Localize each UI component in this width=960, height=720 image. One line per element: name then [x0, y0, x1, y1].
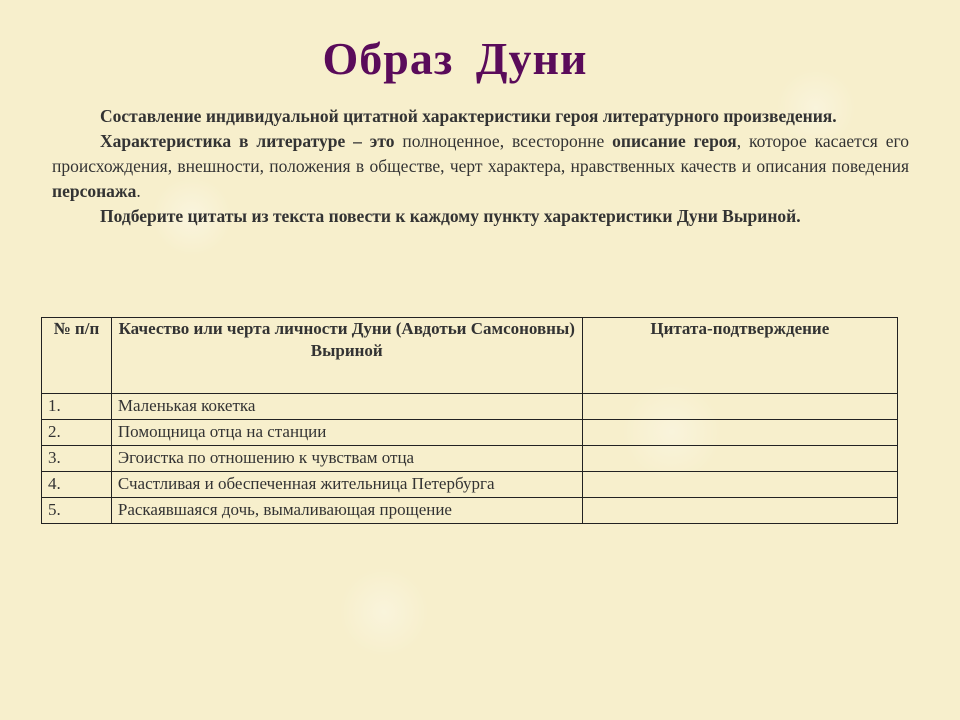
row-quote-cell[interactable]: [582, 472, 897, 498]
row-num: 3.: [42, 446, 112, 472]
term-hero-description: описание героя: [612, 131, 737, 151]
header-quote: Цитата-подтверждение: [582, 318, 897, 394]
table-row: [42, 446, 898, 472]
table-row: [42, 420, 898, 446]
paragraph-assignment: Подберите цитаты из текста повести к каждому пункту характеристики Дуни Выриной.: [100, 206, 801, 226]
characteristics-table: [41, 317, 898, 524]
row-num: 4.: [42, 472, 112, 498]
instructions-text: [52, 104, 909, 229]
row-quote-cell[interactable]: [582, 498, 897, 524]
row-quality: Счастливая и обеспеченная жительница Петербурга: [111, 472, 582, 498]
row-quality: Раскаявшаяся дочь, вымаливающая прощение: [111, 498, 582, 524]
row-quote-cell[interactable]: [582, 420, 897, 446]
table-header-row: [42, 318, 898, 394]
header-num: № п/п: [42, 318, 112, 394]
term-character: персонажа: [52, 181, 137, 201]
row-quality: Маленькая кокетка: [111, 394, 582, 420]
paragraph-task: Составление индивидуальной цитатной характеристики героя литературного произведения.: [100, 106, 837, 126]
row-quote-cell[interactable]: [582, 446, 897, 472]
slide-title: Образ Дуни: [322, 33, 588, 84]
term-dash: – это: [345, 131, 395, 151]
row-quote-cell[interactable]: [582, 394, 897, 420]
row-num: 5.: [42, 498, 112, 524]
definition-part-1: полноценное, всесторонне: [394, 131, 613, 151]
term-characteristic: Характеристика в литературе: [100, 131, 346, 151]
table-row: [42, 498, 898, 524]
row-quality: Эгоистка по отношению к чувствам отца: [111, 446, 582, 472]
row-num: 2.: [42, 420, 112, 446]
header-quality: Качество или черта личности Дуни (Авдотьи Самсоновны) Выриной: [111, 318, 582, 394]
row-num: 1.: [42, 394, 112, 420]
definition-end: .: [136, 181, 141, 201]
paragraph-definition: [52, 129, 909, 204]
definition-part-2: , которое касается его происхождения, внешности, положения в обществе, черт характера, нравственных качеств и описания поведения: [52, 131, 909, 176]
row-quality: Помощница отца на станции: [111, 420, 582, 446]
table-row: [42, 394, 898, 420]
table-row: [42, 472, 898, 498]
